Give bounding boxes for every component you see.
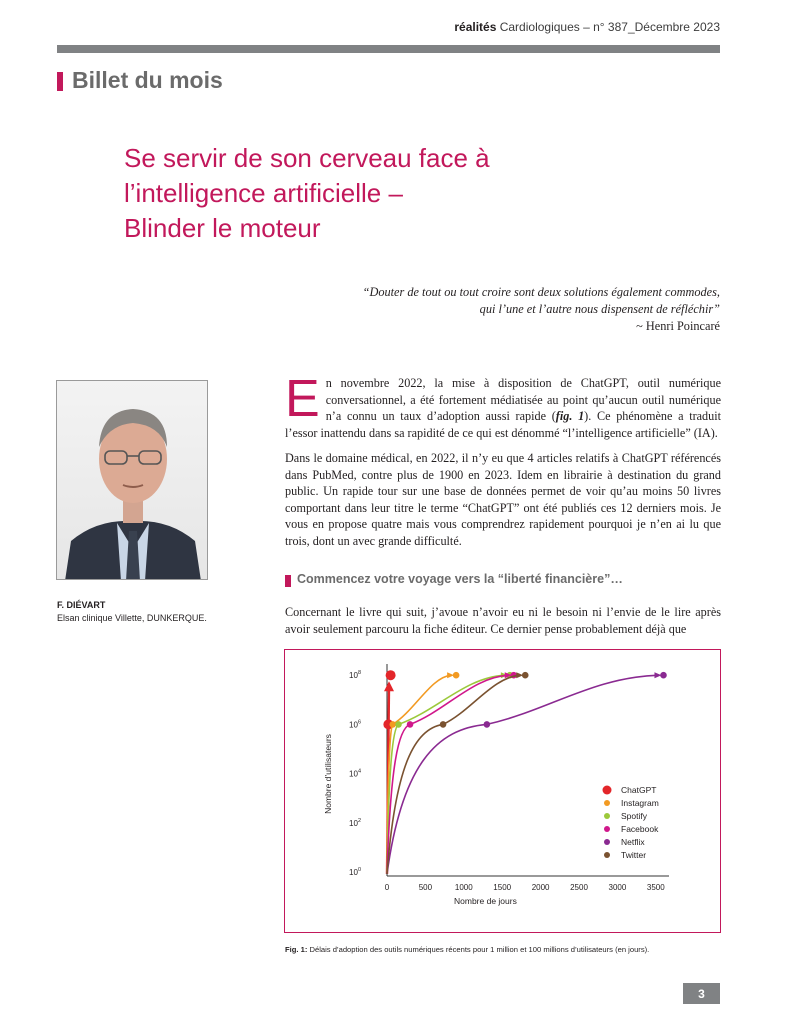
issue-info: Cardiologiques – n° 387_Décembre 2023 (499, 20, 720, 34)
x-tick-label: 3500 (646, 883, 665, 892)
data-point-1m (395, 721, 402, 728)
y-tick-label: 10 (349, 769, 358, 779)
adoption-chart (285, 650, 722, 934)
drop-cap: E (285, 370, 320, 428)
x-tick-label: 1000 (454, 883, 473, 892)
caption-text: Délais d’adoption des outils numériques récents pour 1 million et 100 millions d’utilisateurs (en jours). (309, 945, 650, 954)
author-affiliation: Elsan clinique Villette, DUNKERQUE. (57, 613, 207, 623)
header-rule (57, 45, 720, 53)
series-arrowhead (384, 681, 394, 691)
subheading-marker (285, 575, 291, 587)
data-point-100m (453, 672, 460, 679)
series-line (387, 675, 509, 874)
epigraph (260, 284, 720, 335)
author-portrait (57, 381, 208, 580)
series-line (387, 675, 658, 874)
section-marker (57, 72, 63, 91)
running-header (454, 20, 720, 34)
y-tick-label: 10 (349, 868, 358, 877)
chart-legend (603, 785, 660, 860)
legend-label: Twitter (621, 850, 647, 860)
author-name: F. DIÉVART (57, 600, 106, 610)
y-tick-exponent: 4 (358, 768, 362, 775)
y-tick-exponent: 2 (358, 817, 362, 824)
x-tick-label: 1500 (493, 883, 512, 892)
legend-label: Instagram (621, 798, 659, 808)
x-tick-label: 2000 (531, 883, 550, 892)
y-tick-label: 10 (349, 818, 358, 828)
y-tick-labels (349, 670, 361, 877)
article-title (124, 141, 644, 246)
y-tick-label: 10 (349, 720, 358, 730)
legend-label: Spotify (621, 811, 647, 821)
data-point-1m (440, 721, 447, 728)
figure-frame (284, 649, 721, 933)
legend-marker (604, 852, 610, 858)
y-tick-exponent: 0 (358, 867, 362, 873)
x-tick-label: 0 (384, 883, 390, 892)
paragraph-text: n novembre 2022, la mise à disposition de ChatGPT, outil numérique conversationnel, a été fortement médiatisée au point qu’aucun outil numérique n’a connu un taux d’adoption aussi rapide ( (325, 376, 721, 424)
title-line: Se servir de son cerveau face à (124, 143, 490, 173)
data-point-100m (660, 672, 667, 679)
x-tick-label: 2500 (570, 883, 588, 892)
legend-label: Netflix (621, 837, 645, 847)
data-point-1m (389, 721, 396, 728)
legend-marker (603, 786, 612, 795)
caption-label: Fig. 1: (285, 945, 308, 954)
author-photo (56, 380, 208, 580)
legend-marker (604, 813, 610, 819)
section-title: Billet du mois (72, 67, 223, 93)
legend-label: ChatGPT (621, 785, 657, 795)
epigraph-author: ~ Henri Poincaré (636, 319, 720, 333)
title-line: l’intelligence artificielle – (124, 178, 403, 208)
y-tick-exponent: 8 (358, 670, 362, 677)
paragraph-text: ). Ce phénomène a traduit l’essor inattendu dans sa rapidité de ce qui est dénommé “l’intelligence artificielle” (IA). (285, 409, 722, 440)
legend-marker (604, 826, 610, 832)
x-tick-label: 3000 (608, 883, 627, 892)
figure-caption (285, 945, 725, 954)
figure-reference: fig. 1 (555, 409, 585, 424)
epigraph-line: qui l’une et l’autre nous dispensent de réfléchir” (479, 302, 720, 316)
series-line (387, 675, 451, 874)
x-tick-label: 500 (418, 883, 433, 892)
body-paragraph: Dans le domaine médical, en 2022, il n’y eu que 4 articles relatifs à ChatGPT référencés dans PubMed, contre plus de 1900 en 2023. Idem en librairie à destination du grand public. Un rapide tour sur une base de données permet de voir qu’au moins 50 livres comportant dans leur titre le terme “ChatGPT” ont été publiés ces 12 derniers mois. Je vous en propose quatre mais vous comprendrez rapidement pourquoi je n’en ai lu que trois, dont un avec grande difficulté. (285, 451, 721, 548)
journal-name: réalités (454, 20, 497, 34)
data-point-100m (522, 672, 529, 679)
data-point-1m (484, 721, 491, 728)
legend-label: Facebook (621, 824, 659, 834)
subheading: Commencez votre voyage vers la “liberté financière”… (297, 572, 623, 586)
body-paragraph: Concernant le livre qui suit, j’avoue n’avoir eu ni le besoin ni l’envie de le lire après avoir seulement parcouru la fiche éditeur. Ce dernier pense probablement déjà que (285, 605, 721, 636)
x-tick-labels (385, 883, 665, 892)
body-paragraph (285, 370, 722, 441)
epigraph-line: “Douter de tout ou tout croire sont deux solutions également commodes, (362, 285, 720, 299)
y-axis-label: Nombre d’utilisateurs (323, 734, 333, 814)
legend-marker (604, 800, 610, 806)
data-point-100m (386, 670, 396, 680)
y-tick-label: 10 (349, 671, 358, 681)
series-line (387, 675, 520, 874)
x-axis-label: Nombre de jours (454, 896, 517, 906)
legend-marker (604, 839, 610, 845)
y-tick-exponent: 6 (358, 719, 362, 726)
data-point-1m (407, 721, 414, 728)
page-number: 3 (683, 983, 720, 1004)
title-line: Blinder le moteur (124, 213, 321, 243)
